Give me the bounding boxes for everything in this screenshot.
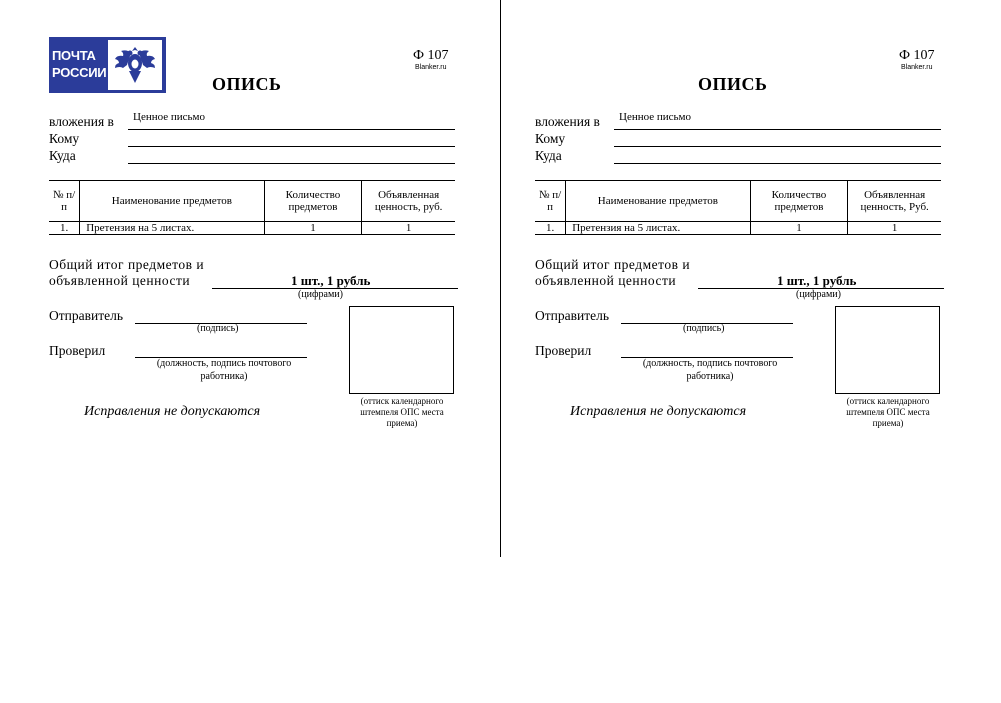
to-label: Кому	[535, 131, 566, 146]
table-row	[49, 222, 455, 235]
checked-caption: (должность, подпись почтового работника)	[642, 358, 778, 382]
row-quantity: 1	[750, 222, 848, 235]
sender-label: Отправитель	[535, 308, 609, 323]
total-label-line1: Общий итог предметов и	[49, 257, 205, 272]
enclosure-label: вложения в	[535, 114, 600, 129]
where-label: Куда	[49, 148, 76, 163]
row-number: 1.	[49, 222, 80, 235]
total-caption: (цифрами)	[298, 289, 343, 300]
table-row	[535, 222, 941, 235]
logo-line1: ПОЧТА	[52, 48, 96, 63]
row-value: 1	[362, 222, 455, 235]
row-name: Претензия на 5 листах.	[566, 222, 750, 235]
sender-caption: (подпись)	[683, 323, 725, 334]
corrections-note: Исправления не допускаются	[84, 404, 261, 419]
site-label: Blanker.ru	[415, 64, 447, 71]
stamp-caption: (оттиск календарного штемпеля ОПС места приема)	[360, 396, 444, 428]
to-label: Кому	[49, 131, 80, 146]
russian-post-logo	[49, 37, 166, 93]
form-left	[49, 0, 469, 440]
to-field[interactable]	[128, 146, 455, 147]
header-value: Объявленная ценность, Руб.	[848, 181, 941, 222]
stamp-caption: (оттиск календарного штемпеля ОПС места приема)	[846, 396, 930, 428]
items-table	[49, 180, 455, 235]
header-name: Наименование предметов	[80, 181, 264, 222]
enclosure-value: Ценное письмо	[619, 111, 691, 123]
enclosure-label: вложения в	[49, 114, 114, 129]
where-label: Куда	[535, 148, 562, 163]
enclosure-line[interactable]	[614, 129, 941, 130]
row-quantity: 1	[264, 222, 362, 235]
form-number: Ф 107	[413, 48, 449, 63]
row-number: 1.	[535, 222, 566, 235]
total-label	[49, 257, 204, 289]
stamp-box	[349, 306, 454, 394]
form-title: ОПИСЬ	[698, 74, 768, 94]
logo-line2: РОССИИ	[52, 65, 107, 80]
form-number: Ф 107	[899, 48, 935, 63]
form-title: ОПИСЬ	[212, 74, 282, 94]
eagle-icon	[108, 40, 162, 90]
table-header-row	[49, 181, 455, 222]
form-right	[535, 0, 955, 440]
checked-label: Проверил	[535, 343, 592, 358]
header-quantity: Количество предметов	[750, 181, 848, 222]
header-quantity: Количество предметов	[264, 181, 362, 222]
header-value: Объявленная ценность, руб.	[362, 181, 455, 222]
total-label-line1: Общий итог предметов и	[535, 257, 691, 272]
where-field[interactable]	[614, 163, 941, 164]
sender-label: Отправитель	[49, 308, 123, 323]
where-field[interactable]	[128, 163, 455, 164]
header-number: № п/п	[49, 181, 80, 222]
total-label	[535, 257, 690, 289]
total-value: 1 шт., 1 рубль	[777, 273, 857, 288]
total-label-line2: объявленной ценности	[49, 273, 191, 288]
row-name: Претензия на 5 листах.	[80, 222, 264, 235]
header-number: № п/п	[535, 181, 566, 222]
logo-text	[52, 47, 106, 81]
total-value: 1 шт., 1 рубль	[291, 273, 371, 288]
sender-caption: (подпись)	[197, 323, 239, 334]
header-name: Наименование предметов	[566, 181, 750, 222]
stamp-box	[835, 306, 940, 394]
site-label: Blanker.ru	[901, 64, 933, 71]
total-caption: (цифрами)	[796, 289, 841, 300]
checked-caption: (должность, подпись почтового работника)	[156, 358, 292, 382]
checked-label: Проверил	[49, 343, 106, 358]
corrections-note: Исправления не допускаются	[570, 404, 747, 419]
table-header-row	[535, 181, 941, 222]
page-divider	[500, 0, 501, 557]
enclosure-value: Ценное письмо	[133, 111, 205, 123]
to-field[interactable]	[614, 146, 941, 147]
enclosure-line[interactable]	[128, 129, 455, 130]
row-value: 1	[848, 222, 941, 235]
items-table	[535, 180, 941, 235]
total-label-line2: объявленной ценности	[535, 273, 677, 288]
